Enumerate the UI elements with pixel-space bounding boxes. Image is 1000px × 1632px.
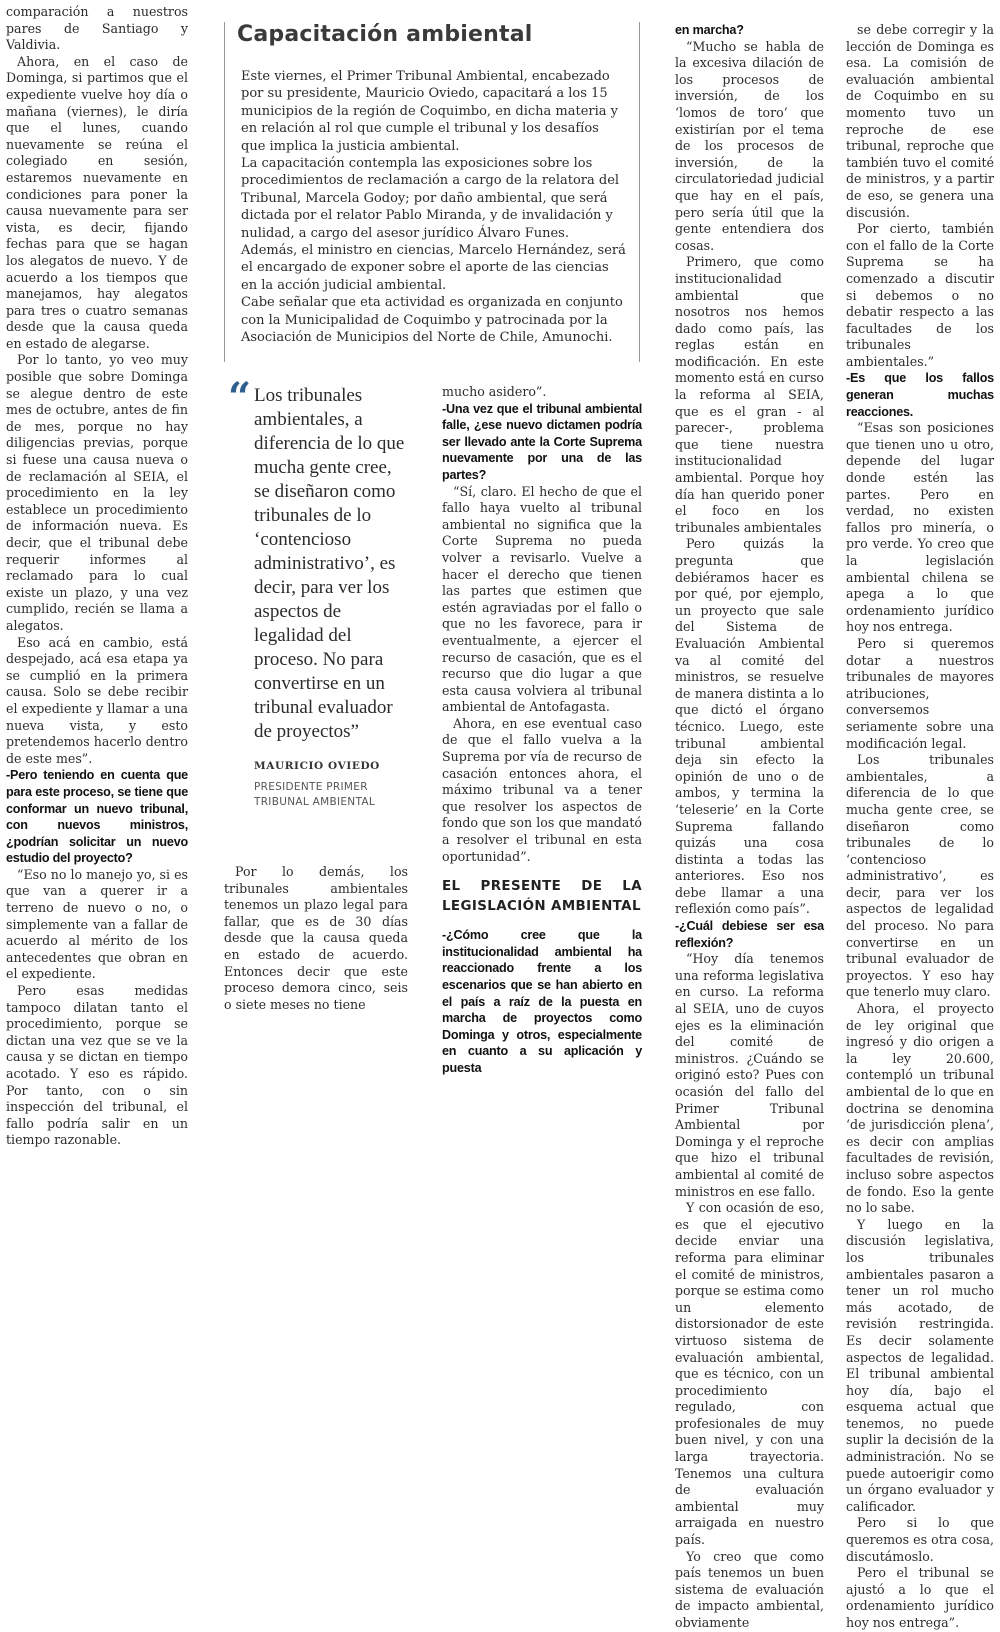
- article-paragraph: Pero quizás la pregunta que debiéramos hacer es por qué, por ejemplo, un proyecto que sale del Sistema de Evaluación Ambiental va al comité del ministros, se resuelve de manera distinta a lo que dictó el órgano técnico. Luego, este tribunal ambiental deja sin efecto la opinión de uno o de ambos, y termina la ‘teleserie’ en la Corte Suprema fallando quizás una cosa distinta a todas las anteriores. Eso nos debe llamar a una reflexión como país”.: [675, 536, 824, 917]
- article-column-1: [6, 4, 188, 1149]
- article-paragraph: Pero si queremos dotar a nuestros tribunales de mayores atribuciones, conversemos seriamente sobre una modificación legal.: [846, 635, 994, 751]
- article-paragraph: mucho asidero”.: [442, 384, 547, 399]
- article-paragraph: comparación a nuestros pares de Santiago y Valdivia.: [6, 4, 188, 53]
- article-paragraph: “Hoy día tenemos una reforma legislativa en curso. La reforma al SEIA, uno de cuyos ejes es la eliminación del comité de ministros. ¿Cuándo se originó esto? Pues con ocasión del fallo del Primer Tribunal Ambiental por Dominga y el reproche que hizo el tribunal ambiental al comité de ministros en ese fallo.: [675, 951, 824, 1199]
- sidebar-paragraph: Cabe señalar que eta actividad es organizada en conjunto con la Municipalidad de Coquimbo y patrocinada por la Asociación de Municipios del Norte de Chile, Amunochi.: [241, 295, 623, 346]
- sidebar-body: [241, 68, 627, 347]
- article-paragraph: Por cierto, también con el fallo de la Corte Suprema se ha comenzado a discutir si debemos o no debatir respecto a las facultades de los tribunales ambientales.”: [846, 221, 994, 369]
- article-paragraph: Ahora, en ese eventual caso de que el fallo vuelva a la Suprema por vía de recurso de casación entonces ahora, el máximo tribunal va a tener que resolver los aspectos de fondo que son los que mandató a resolver el tribunal en esta oportunidad”.: [442, 715, 642, 864]
- interview-question: -Una vez que el tribunal ambiental falle, ¿ese nuevo dictamen podría ser llevado ante la Corte Suprema nuevamente por una de las partes?: [442, 401, 642, 482]
- interview-question: -¿Cómo cree que la institucionalidad ambiental ha reaccionado frente a los escenarios que se han abierto en el país a raíz de la puesta en marcha de proyectos como Dominga y otros, especialmente en cuanto a su aplicación y puesta: [442, 928, 642, 1075]
- column-3-top: [442, 384, 642, 865]
- interview-question: -¿Cuál debiese ser esa reflexión?: [675, 919, 824, 950]
- interview-question: -Pero teniendo en cuenta que para este proceso, se tiene que conformar un nuevo tribunal, con nuevos ministros, ¿podrían solicitar un nuevo estudio del proyecto?: [6, 768, 188, 866]
- article-paragraph: “Mucho se habla de la excesiva dilación de los procesos de inversión, de los ‘lomos de toro’ que existirían por el tema de los procesos de inversión, de la circulatoriedad judicial que hay en el país, pero sería útil que la gente entendiera dos cosas.: [675, 38, 824, 253]
- column-3-bottom: [442, 927, 642, 1076]
- article-column-4: [675, 22, 824, 1632]
- article-paragraph: “Eso no lo manejo yo, si es que van a querer ir a terreno de nuevo o no, o simplemente van a fallar de acuerdo al mérito de los antecedentes que obran en el expediente.: [6, 866, 188, 982]
- article-paragraph: Primero, que como institucionalidad ambiental que nosotros nos hemos dado como país, las reglas están en modificación. En este momento está en curso la reforma al SEIA, que es el gran - al parecer-, problema que tiene nuestra institucionalidad ambiental. Porque hoy día han querido poner el foco en los tribunales ambientales: [675, 254, 824, 535]
- sidebar-title: Capacitación ambiental: [237, 22, 533, 47]
- interview-question: en marcha?: [675, 23, 744, 37]
- article-paragraph: Y luego en la discusión legislativa, los tribunales ambientales pasaron a tener un rol mucho más acotado, de revisión restringida. Es decir solamente aspectos de legalidad. El tribunal ambiental hoy día, bajo el esquema actual que tenemos, no puede suplir la decisión de la administración. No se puede autoerigir como un órgano evaluador y calificador.: [846, 1216, 994, 1514]
- article-paragraph: se debe corregir y la lección de Dominga es esa. La comisión de evaluación ambiental de Coquimbo en su momento tuvo un reproche de ese tribunal, reproche que también tuvo el comité de ministros, y a partir de eso, se genera una discusión.: [846, 22, 994, 220]
- sidebar-paragraph: Este viernes, el Primer Tribunal Ambiental, encabezado por su presidente, Mauricio Oviedo, capacitará a los 15 municipios de la región de Coquimbo, en dicha materia y en relación al rol que cumple el tribunal y los desafíos que implica la justicia ambiental.: [241, 69, 619, 154]
- article-paragraph: Pero esas medidas tampoco dilatan tanto el procedimiento, porque se dictan una vez que se ve la causa y se dictan en tiempo acotado. Y eso es rápido. Por tanto, con o sin inspección del tribunal, el fallo podría salir en un tiempo razonable.: [6, 983, 188, 1148]
- article-paragraph: Ahora, el proyecto de ley original que ingresó y dio origen a la ley 20.600, contempló un tribunal ambiental de lo que en doctrina se denomina ‘de jurisdicción plena’, es decir con amplias facultades de revisión, incluso sobre aspectos de fondo. Eso la gente no lo sabe.: [846, 1001, 994, 1216]
- section-subhead: EL PRESENTE DE LA LEGISLACIÓN AMBIENTAL: [442, 879, 642, 915]
- interview-question: -Es que los fallos generan muchas reacciones.: [846, 371, 994, 419]
- article-column-5: [846, 22, 994, 1632]
- article-paragraph: Y con ocasión de eso, es que el ejecutivo decide enviar una reforma para eliminar el comité de ministros, porque se estima como un elemento distorsionador de este virtuoso sistema de evaluación ambiental, que es técnico, con un procedimiento regulado, con profesionales de muy buen nivel, y con una larga trayectoria. Tenemos una cultura de evaluación ambiental muy arraigada en nuestro país.: [675, 1200, 824, 1548]
- article-paragraph: Los tribunales ambientales, a diferencia de lo que mucha gente cree, se diseñaron como tribunales de lo ‘contencioso administrativo’, es decir, para ver los aspectos de legalidad del proceso. No para convertirse en un tribunal evaluador de proyectos. Y eso hay que tenerlo muy claro.: [846, 752, 994, 1000]
- article-paragraph: Yo creo que como país tenemos un buen sistema de evaluación de impacto ambiental, obviamente: [675, 1548, 824, 1630]
- pull-quote-author: MAURICIO OVIEDO: [254, 760, 380, 772]
- article-paragraph: Ahora, en el caso de Dominga, si partimos que el expediente vuelve hoy día o mañana (viernes), le diría que el lunes, cuando nuevamente se reúna el colegiado en sesión, estaremos nuevamente en condiciones para poner la causa nuevamente para ser vista, es decir, fijando fechas para que se hagan los alegatos de nuevo. Y de acuerdo a los tiempos que manejamos, hay alegatos para tres o cuatro semanas desde que la causa queda en estado de alegarse.: [6, 53, 188, 351]
- sidebar-paragraph: La capacitación contempla las exposiciones sobre los procedimientos de reclamación a cargo de la relatora del Tribunal, Marcela Godoy; por daño ambiental, que será dictada por el relator Pablo Miranda, y de invalidación y nulidad, a cargo del asesor jurídico Álvaro Funes. Además, el ministro en ciencias, Marcelo Hernández, será el encargado de exponer sobre el aporte de las ciencias en la acción judicial ambiental.: [241, 156, 626, 293]
- article-paragraph: Por lo tanto, yo veo muy posible que sobre Dominga se alegue dentro de este mes de octubre, antes de fin de mes, porque no hay diligencias previas, porque si fuese una causa nueva o de reclamación al SEIA, el procedimiento en la ley establece un procedimiento de información nueva. Es decir, que el tribunal debe requerir informes al reclamado para lo cual existe un plazo, y una vez cumplido, recién se llama a alegatos.: [6, 352, 188, 633]
- article-column-3: [442, 384, 642, 1077]
- article-paragraph: Pero si lo que queremos es otra cosa, discutámoslo.: [846, 1515, 994, 1564]
- article-paragraph: Pero el tribunal se ajustó a lo que el ordenamiento jurídico hoy nos entrega”.: [846, 1565, 994, 1630]
- pull-quote-author-role: PRESIDENTE PRIMER TRIBUNAL AMBIENTAL: [254, 781, 375, 808]
- article-paragraph: “Esas son posiciones que tienen uno u otro, depende del lugar donde estén las partes. Pero en verdad, no existen fallos pro minería, o pro verde. Yo creo que la legislación ambiental chilena se apega a lo que ordenamiento jurídico hoy nos entrega.: [846, 420, 994, 635]
- quote-mark-icon: “: [228, 374, 252, 421]
- sidebar-box: [224, 22, 640, 362]
- article-column-2: [224, 864, 408, 1013]
- article-paragraph: “Sí, claro. El hecho de que el fallo haya vuelto al tribunal ambiental no significa que la Corte Suprema no pueda volver a revisarlo. Vuelve a hacer el derecho que tienen las partes que estimen que estén agraviadas por el fallo o que no les favorece, para ir eventualmente, a ejercer el recurso de casación, que es el recurso que dio lugar a que esta causa volviera al tribunal ambiental de Antofagasta.: [442, 483, 642, 715]
- pull-quote-text: Los tribunales ambientales, a diferencia de lo que mucha gente cree, se diseñaron como tribunales de lo ‘contencioso administrativo’, es decir, para ver los aspectos de legalidad del proceso. No para convertirse en un tribunal evaluador de proyectos”: [254, 385, 405, 742]
- article-paragraph: Por lo demás, los tribunales ambientales tenemos un plazo legal para fallar, que es de 30 días desde que la causa queda en estado de acuerdo. Entonces decir que este proceso demora cinco, seis o siete meses no tiene: [224, 864, 408, 1012]
- article-paragraph: Eso acá en cambio, está despejado, acá esa etapa ya se cumplió en la primera causa. Solo se debe recibir el expediente y llamar a una nueva vista, y esto pretendemos hacerlo dentro de este mes”.: [6, 634, 188, 766]
